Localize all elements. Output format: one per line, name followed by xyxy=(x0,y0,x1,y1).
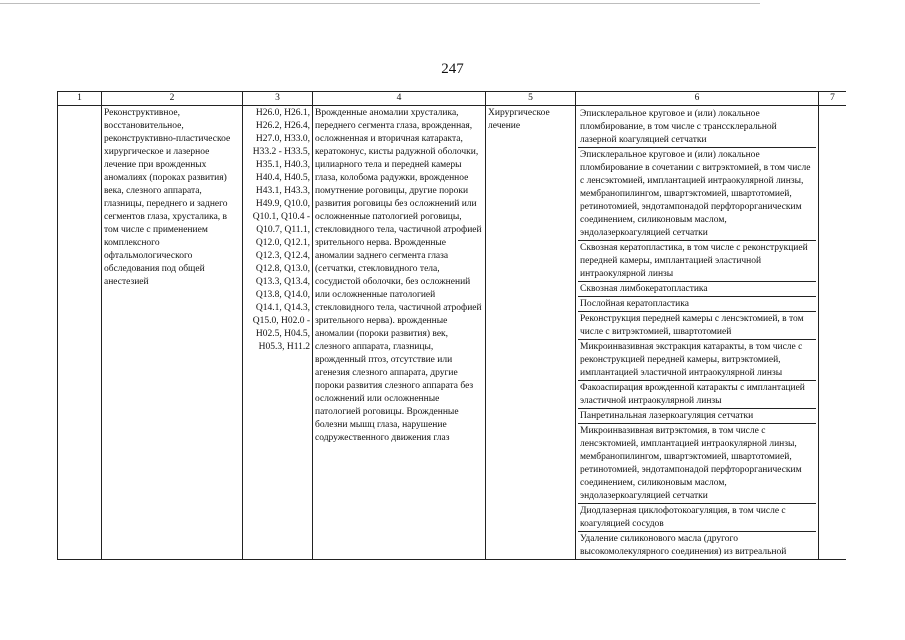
procedure-item: Удаление силиконового масла (другого высокомолекулярного соединения) из витреальной xyxy=(580,534,787,557)
diagnosis-cell: Врожденные аномалии хрусталика, переднего сегмента глаза, врожденная, осложненная и вторичная катаракта, кератоконус, кисты радужной оболочки, цилиарного тела и передней камеры глаза, колобома радужки, врожденное помутнение роговицы, другие пороки развития роговицы без осложнений или осложненные патологией роговицы, стекловидного тела, частичной атрофией зрительного нерва. Врожденные аномалии заднего сегмента глаза (сетчатки, стекловидного тела, сосудистой оболочки, без осложнений или осложненные патологией стекловидного тела, частичной атрофией зрительного нерва). врожденные аномалии (пороки развития) век, слезного аппарата, глазницы, врожденный птоз, отсутствие или агенезия слезного аппарата, другие пороки развития слезного аппарата без осложнений или осложненные патологией роговицы. Врожденные болезни мышц глаза, нарушение содружественного движения глаз xyxy=(313,106,486,560)
procedure-item: Сквозная кератопластика, в том числе с реконструкцией передней камеры, имплантацией эластичной интраокулярной линзы xyxy=(578,241,816,282)
procedures-cell xyxy=(576,106,819,560)
col-header-2: 2 xyxy=(102,92,243,106)
procedure-item: Диодлазерная циклофотокоагуляция, в том числе с коагуляцией сосудов xyxy=(578,504,816,532)
top-rule xyxy=(0,3,760,4)
page-number: 247 xyxy=(441,61,464,77)
procedure-item: Микроинвазивная витрэктомия, в том числе с ленсэктомией, имплантацией интраокулярной линзы, мембранопилингом, швартэктомией, швартотомией, ретинотомией, эндотампонадой перфторорганическим соединением, силиконовым маслом, эндолазеркоагуляцией сетчатки xyxy=(578,424,816,504)
document-sheet xyxy=(57,91,846,601)
tariff-cell xyxy=(819,106,847,560)
procedure-item: Микроинвазивная экстракция катаракты, в том числе с реконструкцией передней камеры, витрэктомией, имплантацией эластичной интраокулярной линзы xyxy=(578,340,816,381)
row-number-cell xyxy=(58,106,102,560)
procedure-item: Эписклеральное круговое и (или) локальное пломбирование, в том числе с транссклеральной лазерной коагуляцией сетчатки xyxy=(578,107,816,148)
procedure-item: Реконструкция передней камеры с ленсэктомией, в том числе с витрэктомией, швартотомией xyxy=(578,312,816,340)
procedure-item: Послойная кератопластика xyxy=(578,297,816,312)
icd-codes-cell: H26.0, H26.1, H26.2, H26.4, H27.0, H33.0, H33.2 - H33.5, H35.1, H40.3, H40.4, H40.5, H43.1, H43.3, H49.9, Q10.0, Q10.1, Q10.4 - Q10.7, Q11.1, Q12.0, Q12.1, Q12.3, Q12.4, Q12.8, Q13.0, Q13.3, Q13.4, Q13.8, Q14.0, Q14.1, Q14.3, Q15.0, H02.0 - H02.5, H04.5, H05.3, H11.2 xyxy=(243,106,313,560)
procedure-item: Панретинальная лазеркоагуляция сетчатки xyxy=(578,409,816,424)
procedure-item: Эписклеральное круговое и (или) локальное пломбирование в сочетании с витрэктомией, в том числе с ленсэктомией, имплантацией интраокулярной линзы, мембранопилингом, швартэктомией, швартотомией, ретинотомией, эндотампонадой перфторорганическим соединением, силиконовым маслом, эндолазеркоагуляцией сетчатки xyxy=(578,148,816,241)
treatment-type-cell: Реконструктивное, восстановительное, реконструктивно-пластическое хирургическое и лазерное лечение при врожденных аномалиях (пороках развития) века, слезного аппарата, глазницы, переднего и заднего сегментов глаза, хрусталика, в том числе с применением комплексного офтальмологического обследования под общей анестезией xyxy=(102,106,243,560)
header-row xyxy=(58,92,847,106)
col-header-6: 6 xyxy=(576,92,819,106)
col-header-4: 4 xyxy=(313,92,486,106)
col-header-7: 7 xyxy=(819,92,847,106)
col-header-5: 5 xyxy=(486,92,576,106)
col-header-3: 3 xyxy=(243,92,313,106)
procedure-item: Факоаспирация врожденной катаракты с имплантацией эластичной интраокулярной линзы xyxy=(578,381,816,409)
treatment-method-cell: Хирургическое лечение xyxy=(486,106,576,560)
col-header-1: 1 xyxy=(58,92,102,106)
procedure-item: Сквозная лимбокератопластика xyxy=(578,282,816,297)
procedures-table xyxy=(57,91,846,560)
table-row xyxy=(58,106,847,560)
